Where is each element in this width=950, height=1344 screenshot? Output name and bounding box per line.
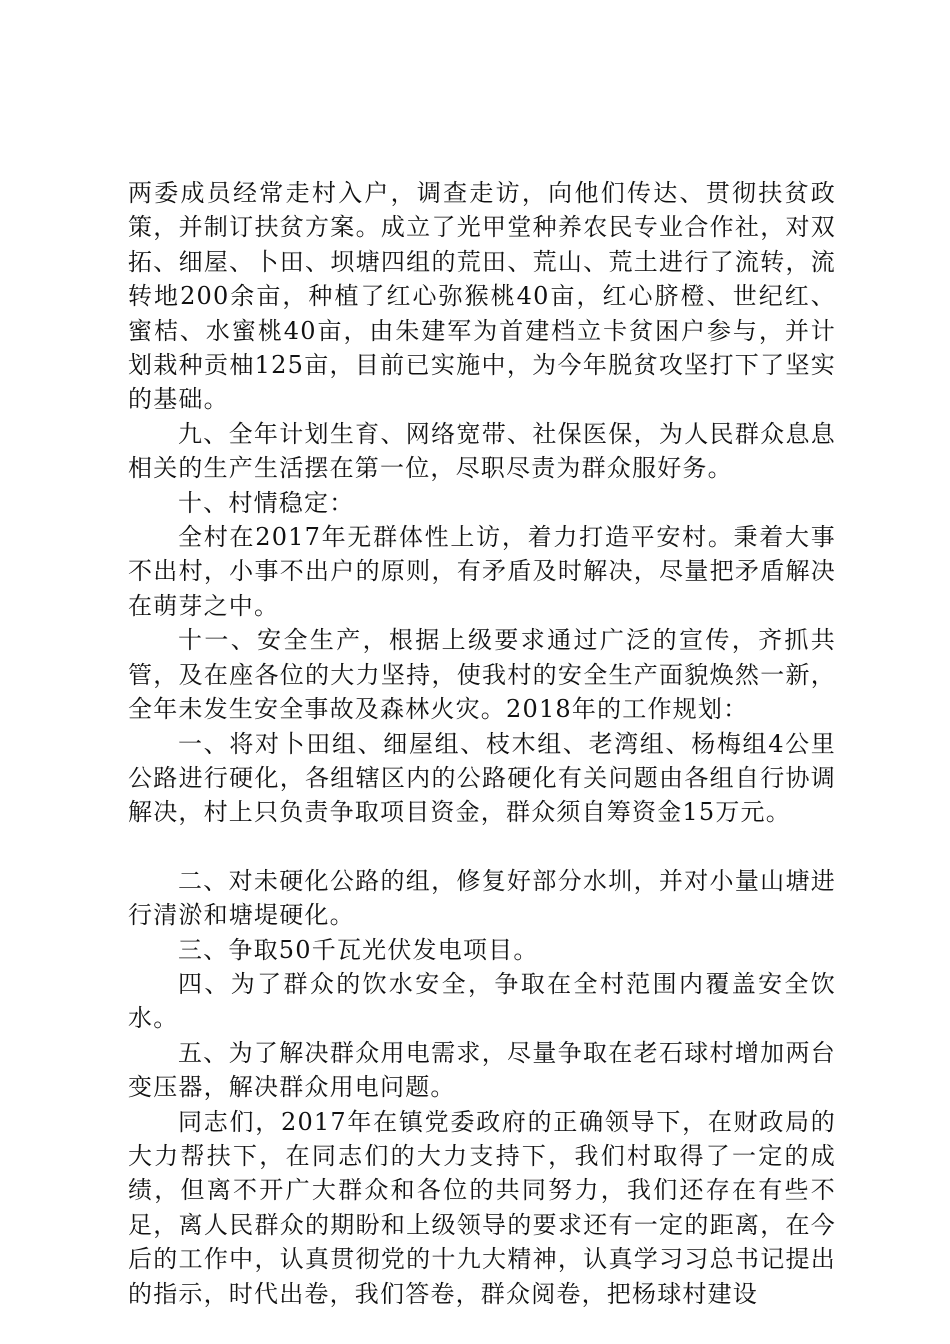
paragraph-plan-two: 二、对未硬化公路的组，修复好部分水圳，并对小量山塘进行清淤和塘堤硬化。 [128,866,836,930]
paragraph-cooperative: 两委成员经常走村入户，调查走访，向他们传达、贯彻扶贫政策，并制订扶贫方案。成立了光甲堂种养农民专业合作社，对双拓、细屋、卜田、坝塘四组的荒田、荒山、荒土进行了流转，流转地200余亩，种植了红心弥猴桃40亩，红心脐橙、世纪红、蜜桔、水蜜桃40亩，由朱建军为首建档立卡贫困户参与，并计划栽种贡柚125亩，目前已实施中，为今年脱贫攻坚打下了坚实的基础。 [128,179,836,414]
paragraph-plan-four: 四、为了群众的饮水安全，争取在全村范围内覆盖安全饮水。 [128,969,836,1033]
paragraph-item-eleven: 十一、安全生产，根据上级要求通过广泛的宣传，齐抓共管，及在座各位的大力坚持，使我村的安全生产面貌焕然一新，全年未发生安全事故及森林火灾。2018年的工作规划： [128,626,836,724]
paragraph-plan-five: 五、为了解决群众用电需求，尽量争取在老石球村增加两台变压器，解决群众用电问题。 [128,1038,836,1102]
paragraph-item-ten-heading: 十、村情稳定： [178,488,355,517]
paragraph-plan-three: 三、争取50千瓦光伏发电项目。 [178,935,539,964]
paragraph-item-nine: 九、全年计划生育、网络宽带、社保医保，为人民群众息息相关的生产生活摆在第一位，尽职尽责为群众服好务。 [128,419,836,483]
document-body [128,176,836,1311]
paragraph-closing: 同志们，2017年在镇党委政府的正确领导下，在财政局的大力帮扶下，在同志们的大力支持下，我们村取得了一定的成绩，但离不开广大群众和各位的共同努力，我们还存在有些不足，离人民群众的期盼和上级领导的要求还有一定的距离，在今后的工作中，认真贯彻党的十九大精神，认真学习习总书记提出的指示，时代出卷，我们答卷，群众阅卷，把杨球村建设 [128,1107,836,1308]
paragraph-plan-one: 一、将对卜田组、细屋组、枝木组、老湾组、杨梅组4公里公路进行硬化，各组辖区内的公路硬化有关问题由各组自行协调解决，村上只负责争取项目资金，群众须自筹资金15万元。 [128,729,836,827]
paragraph-village-stability: 全村在2017年无群体性上访，着力打造平安村。秉着大事不出村，小事不出户的原则，有矛盾及时解决，尽量把矛盾解决在萌芽之中。 [128,523,836,620]
